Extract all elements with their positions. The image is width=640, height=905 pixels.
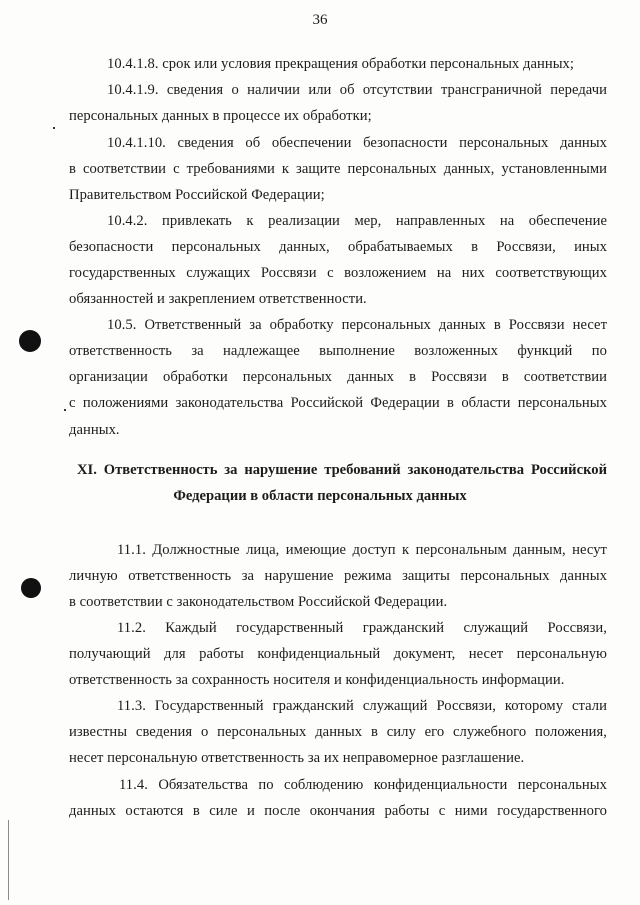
section-heading: XI. Ответственность за нарушение требований законодательства Российской bbox=[77, 462, 607, 478]
text-line: организации обработки персональных данных в Россвязи в соответствии bbox=[69, 369, 607, 385]
text-line: 11.2. Каждый государственный гражданский служащий Россвязи, bbox=[117, 620, 607, 636]
text-line: известны сведения о персональных данных в силу его служебного положения, bbox=[69, 724, 607, 740]
text-line: данных. bbox=[69, 422, 120, 438]
text-line: 10.5. Ответственный за обработку персональных данных в Россвязи несет bbox=[107, 317, 607, 333]
punch-hole-mark bbox=[19, 330, 41, 352]
text-line: государственных служащих Россвязи с возложением на них соответствующих bbox=[69, 265, 607, 281]
text-line: в соответствии с законодательством Российской Федерации. bbox=[69, 594, 448, 610]
text-line: 10.4.1.8. срок или условия прекращения обработки персональных данных; bbox=[107, 56, 575, 72]
text-line: 10.4.1.10. сведения об обеспечении безопасности персональных данных bbox=[107, 135, 607, 151]
page-number: 36 bbox=[312, 12, 328, 28]
text-line: 10.4.1.9. сведения о наличии или об отсутствии трансграничной передачи bbox=[107, 82, 607, 98]
text-line: обязанностей и закреплением ответственности. bbox=[69, 291, 367, 307]
text-line: 11.4. Обязательства по соблюдению конфиденциальности персональных bbox=[119, 777, 607, 793]
text-line: личную ответственность за нарушение режима защиты персональных данных bbox=[69, 568, 607, 584]
text-line: Правительством Российской Федерации; bbox=[69, 187, 325, 203]
section-heading: Федерации в области персональных данных bbox=[173, 488, 467, 504]
scan-speck bbox=[53, 127, 55, 129]
text-line: 11.1. Должностные лица, имеющие доступ к персональным данным, несут bbox=[117, 542, 607, 558]
text-line: персональных данных в процессе их обработки; bbox=[69, 108, 372, 124]
text-line: безопасности персональных данных, обрабатываемых в Россвязи, иных bbox=[69, 239, 607, 255]
text-line: ответственность за сохранность носителя и конфиденциальность информации. bbox=[69, 672, 565, 688]
text-line: ответственность за надлежащее выполнение возложенных функций по bbox=[69, 343, 607, 359]
text-line: несет персональную ответственность за их неправомерное разглашение. bbox=[69, 750, 525, 766]
punch-hole-mark bbox=[21, 578, 41, 598]
scan-speck bbox=[64, 409, 66, 411]
text-line: в соответствии с требованиями к защите персональных данных, установленными bbox=[69, 161, 607, 177]
text-line: с положениями законодательства Российской Федерации в области персональных bbox=[69, 395, 607, 411]
scan-edge-line bbox=[8, 820, 9, 900]
text-line: получающий для работы конфиденциальный документ, несет персональную bbox=[69, 646, 607, 662]
text-line: данных остаются в силе и после окончания работы с ними государственного bbox=[69, 803, 607, 819]
text-line: 10.4.2. привлекать к реализации мер, направленных на обеспечение bbox=[107, 213, 607, 229]
text-line: 11.3. Государственный гражданский служащий Россвязи, которому стали bbox=[117, 698, 607, 714]
